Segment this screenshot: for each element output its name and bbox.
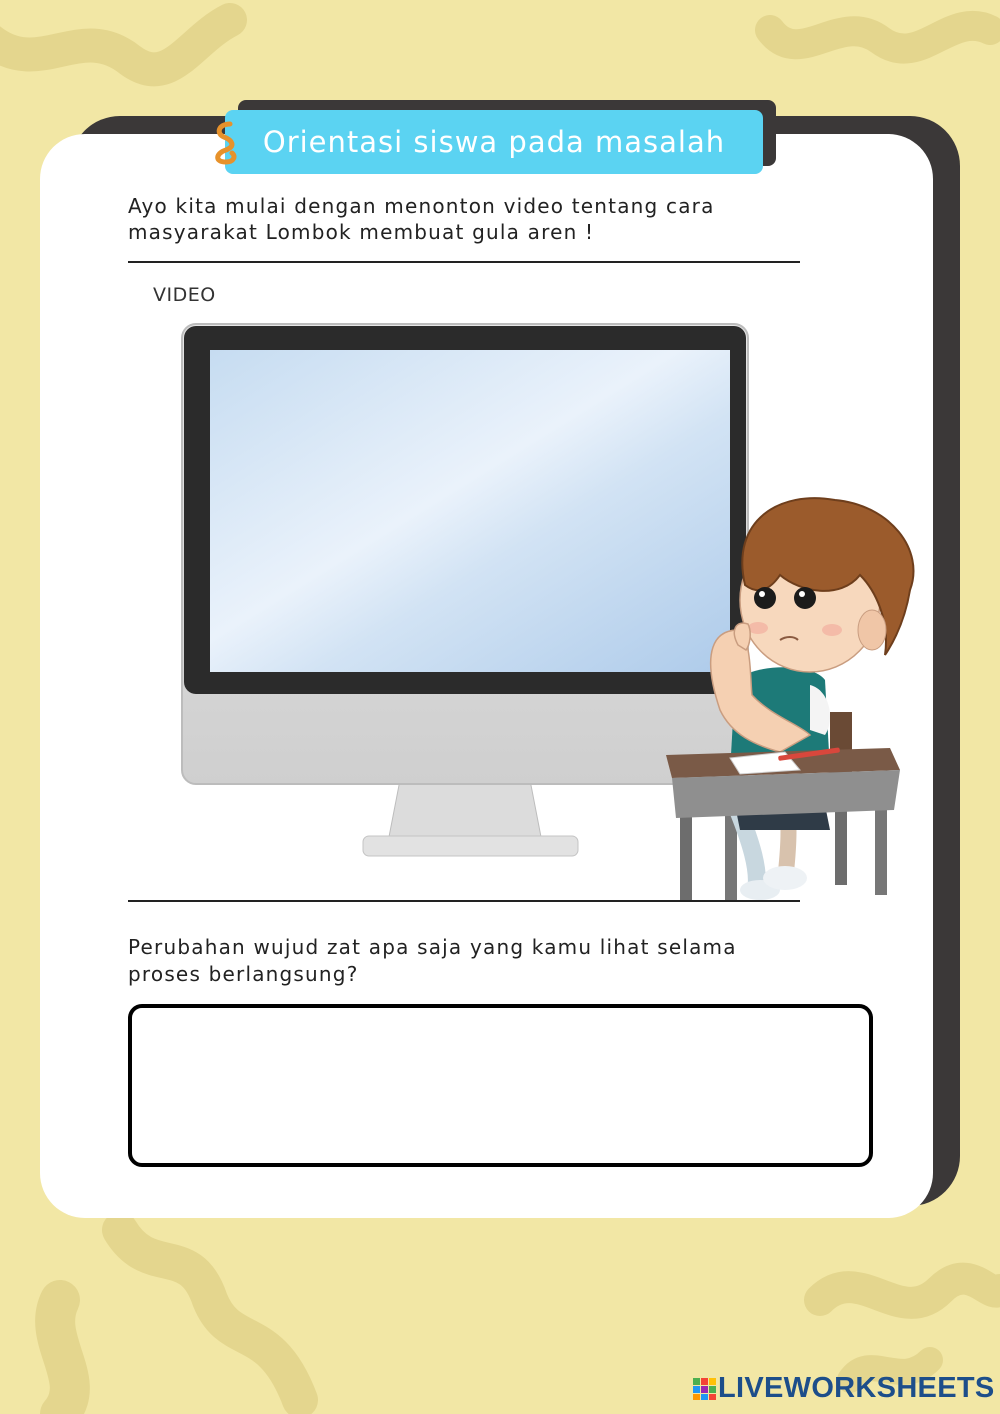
title-tab — [225, 110, 763, 174]
intro-text — [128, 193, 808, 245]
liveworksheets-icon — [692, 1377, 718, 1401]
paperclip-icon — [208, 120, 244, 166]
top-divider — [128, 261, 800, 263]
answer-input[interactable] — [132, 1008, 869, 1163]
bottom-divider — [128, 900, 800, 902]
brand-text: LIVEWORKSHEETS — [718, 1372, 995, 1404]
intro-line-2: masyarakat Lombok membuat gula aren ! — [128, 220, 595, 244]
question-line-1: Perubahan wujud zat apa saja yang kamu lihat selama — [128, 935, 737, 959]
brand-logo[interactable] — [692, 1372, 995, 1405]
question-line-2: proses berlangsung? — [128, 962, 359, 986]
question-text — [128, 934, 828, 988]
video-label: VIDEO — [153, 284, 216, 306]
page-title: Orientasi siswa pada masalah — [262, 125, 726, 159]
intro-line-1: Ayo kita mulai dengan menonton video tentang cara — [128, 194, 715, 218]
student-illustration — [660, 480, 940, 905]
video-screen — [210, 350, 730, 672]
answer-box — [128, 1004, 873, 1167]
